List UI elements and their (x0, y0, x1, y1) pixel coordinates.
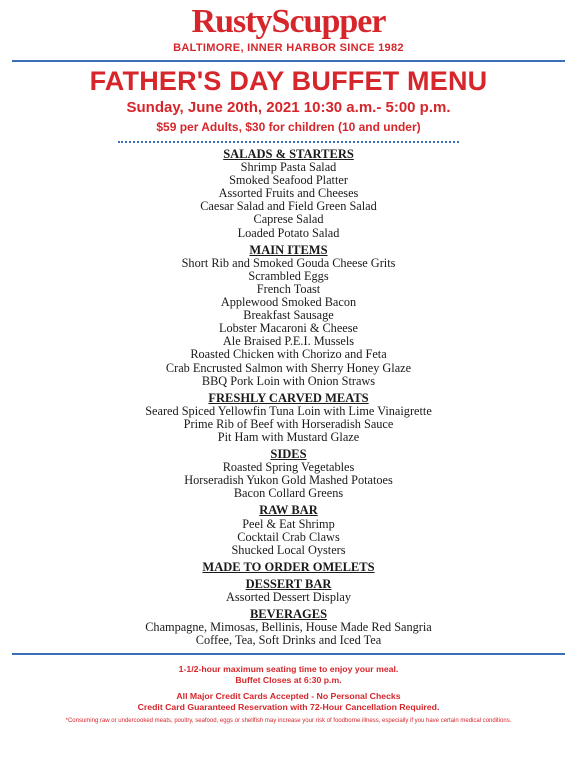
menu-item: Ale Braised P.E.I. Mussels (222, 334, 355, 349)
menu-item: Coffee, Tea, Soft Drinks and Iced Tea (195, 633, 382, 648)
section-title: MAIN ITEMS (249, 242, 328, 257)
section-title: MADE TO ORDER OMELETS (202, 559, 375, 574)
menu-item: Short Rib and Smoked Gouda Cheese Grits (181, 255, 396, 270)
menu-item: French Toast (256, 281, 321, 296)
menu-section (0, 561, 577, 574)
menu-section (0, 448, 577, 500)
menu-item: Breakfast Sausage (243, 308, 334, 323)
menu-item: Roasted Chicken with Chorizo and Feta (190, 347, 387, 362)
menu-section (0, 244, 577, 388)
section-title: BEVERAGES (249, 607, 328, 622)
menu-item: Lobster Macaroni & Cheese (219, 321, 358, 336)
menu-section (0, 148, 577, 240)
menu-item: Seared Spiced Yellowfin Tuna Loin with Lime Vinaigrette (145, 403, 432, 418)
menu-section (0, 608, 577, 647)
menu-body (0, 148, 577, 647)
menu-item: Shrimp Pasta Salad (240, 160, 337, 175)
menu-item: Bacon Collard Greens (233, 486, 344, 501)
menu-item: Caesar Salad and Field Green Salad (200, 199, 377, 214)
menu-item: Assorted Dessert Display (226, 590, 351, 604)
logo: RustyScupper (191, 3, 386, 40)
menu-item: Champagne, Mimosas, Bellinis, House Made Red Sangria (145, 620, 432, 635)
guarantee-note: Credit Card Guaranteed Reservation with 72-Hour Cancellation Required. (137, 701, 440, 712)
menu-item: Applewood Smoked Bacon (220, 295, 357, 310)
disclaimer: *Consuming raw or undercooked meats, poultry, seafood, eggs or shellfish may increase your risk of foodborne illness, especially if you have certain medical conditions. (65, 718, 512, 725)
section-title: RAW BAR (259, 503, 318, 518)
page-title: FATHER'S DAY BUFFET MENU (89, 66, 488, 96)
section-title: FRESHLY CARVED MEATS (208, 390, 369, 405)
footer (0, 664, 577, 712)
event-price: $59 per Adults, $30 for children (10 and under) (156, 120, 421, 134)
menu-section (0, 504, 577, 556)
cards-note: All Major Credit Cards Accepted - No Personal Checks (176, 691, 401, 702)
bottom-divider (12, 653, 565, 655)
menu-item: Shucked Local Oysters (231, 542, 346, 557)
section-title: DESSERT BAR (245, 576, 332, 591)
menu-item: Cocktail Crab Claws (237, 529, 340, 544)
seating-note: 1-1/2-hour maximum seating time to enjoy your meal. (178, 664, 399, 675)
menu-item: Assorted Fruits and Cheeses (218, 186, 359, 201)
buffet-close-note: Buffet Closes at 6:30 p.m. (235, 674, 342, 685)
menu-item: Smoked Seafood Platter (229, 173, 348, 188)
dotted-divider (118, 141, 459, 143)
menu-item: BBQ Pork Loin with Onion Straws (201, 373, 376, 388)
menu-item: Crab Encrusted Salmon with Sherry Honey Glaze (165, 360, 412, 375)
section-title: SALADS & STARTERS (223, 147, 354, 161)
top-divider (12, 60, 565, 62)
menu-item: Horseradish Yukon Gold Mashed Potatoes (184, 473, 393, 488)
menu-item: Roasted Spring Vegetables (222, 460, 355, 475)
menu-section (0, 578, 577, 604)
menu-section (0, 392, 577, 444)
tagline: BALTIMORE, INNER HARBOR SINCE 1982 (173, 42, 404, 54)
event-date: Sunday, June 20th, 2021 10:30 a.m.- 5:00 p.m. (126, 99, 451, 116)
menu-item: Prime Rib of Beef with Horseradish Sauce (183, 416, 394, 431)
menu-item: Peel & Eat Shrimp (242, 516, 335, 531)
section-title: SIDES (270, 447, 307, 462)
menu-item: Pit Ham with Mustard Glaze (217, 429, 360, 444)
menu-item: Loaded Potato Salad (237, 225, 340, 240)
menu-item: Scrambled Eggs (248, 268, 329, 283)
menu-item: Caprese Salad (253, 212, 324, 227)
brand-header (0, 0, 577, 54)
